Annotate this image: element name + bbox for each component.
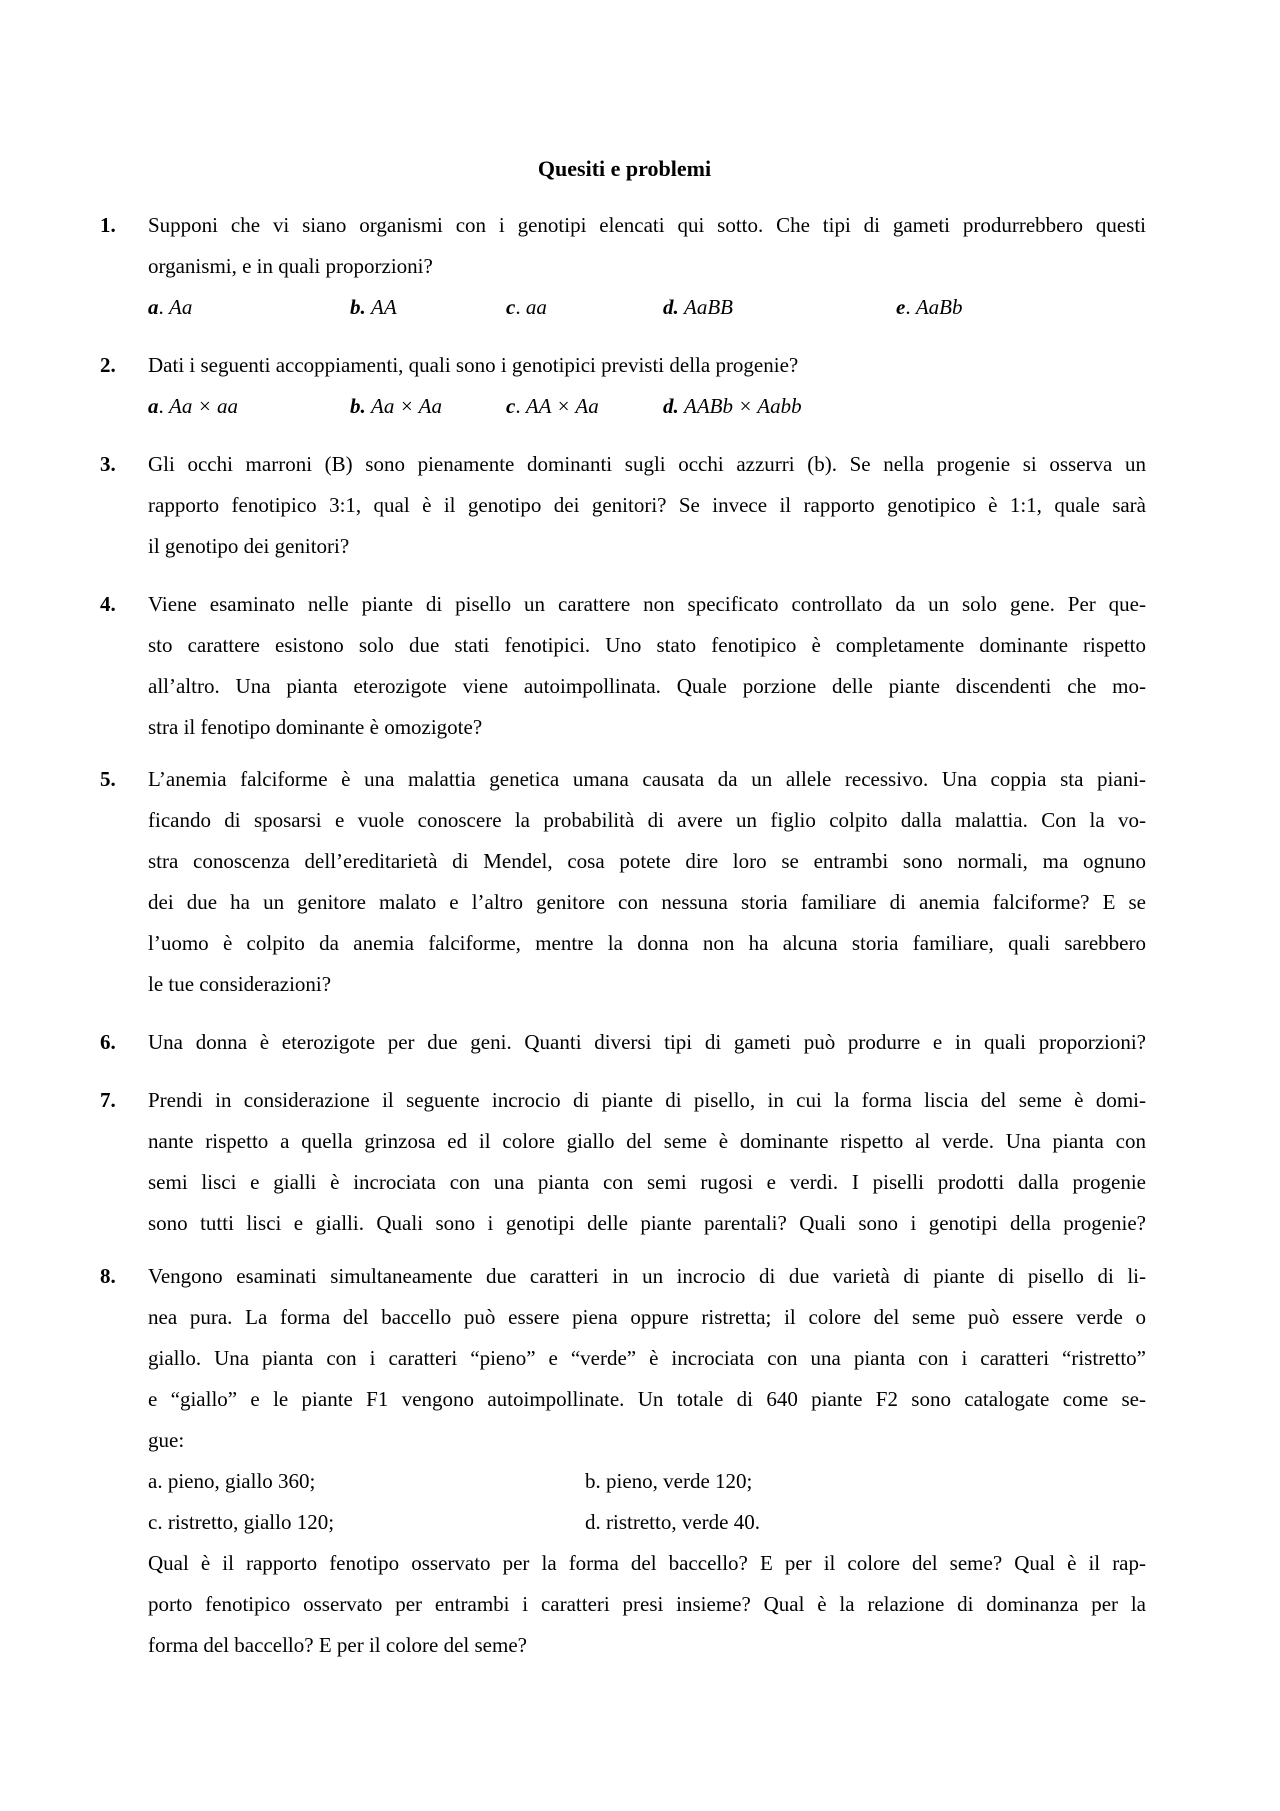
question-number: 1. [100,213,116,237]
text-line: giallo. Una pianta con i caratteri “pieno” e “verde” è incrociata con una pianta con i caratteri “ristretto” [148,1346,1146,1370]
options-row [148,287,1146,328]
text-line: organismi, e in quali proporzioni? [148,254,433,278]
question-text [148,759,1146,1005]
text-line: gue: [148,1428,185,1452]
text-line: rapporto fenotipico 3:1, qual è il genotipo dei genitori? Se invece il rapporto genotipico è 1:1, quale sarà [148,493,1146,517]
options-row [148,386,1146,427]
option-b: b. AA [350,295,397,319]
question-number: 2. [100,353,116,377]
question-text [148,1080,1146,1244]
question-number: 7. [100,1088,116,1112]
text-line: semi lisci e gialli è incrociata con una pianta con semi rugosi e verdi. I piselli prodotti dalla progenie [148,1170,1146,1194]
question-text [148,345,1146,427]
text-line: Una donna è eterozigote per due geni. Quanti diversi tipi di gameti può produrre e in quali proporzioni? [148,1030,1146,1054]
question-number: 8. [100,1264,116,1288]
result-c: c. ristretto, giallo 120; [148,1510,335,1534]
question-text [148,205,1146,328]
question-text [148,444,1146,567]
question-number: 4. [100,592,116,616]
text-line: nante rispetto a quella grinzosa ed il colore giallo del seme è dominante rispetto al verde. Una pianta con [148,1129,1146,1153]
text-line: Gli occhi marroni (B) sono pienamente dominanti sugli occhi azzurri (b). Se nella progenie si osserva un [148,452,1146,476]
option-e: e. AaBb [896,295,963,319]
text-line: porto fenotipico osservato per entrambi i caratteri presi insieme? Qual è la relazione di dominanza per la [148,1592,1146,1616]
results-row [148,1502,1146,1543]
text-line: sono tutti lisci e gialli. Quali sono i genotipi delle piante parentali? Quali sono i genotipi della progenie? [148,1211,1146,1235]
result-b: b. pieno, verde 120; [585,1469,753,1493]
option-c: c. aa [506,295,547,319]
question-number: 3. [100,452,116,476]
text-line: nea pura. La forma del baccello può essere piena oppure ristretta; il colore del seme può essere verde o [148,1305,1146,1329]
option-c: c. AA × Aa [506,394,599,418]
text-line: Qual è il rapporto fenotipo osservato per la forma del baccello? E per il colore del seme? Qual è il rap- [148,1551,1146,1575]
text-line: dei due ha un genitore malato e l’altro genitore con nessuna storia familiare di anemia falciforme? E se [148,890,1146,914]
question-number: 6. [100,1030,116,1054]
option-d: d. AABb × Aabb [663,394,802,418]
question-text [148,584,1146,748]
text-line: Prendi in considerazione il seguente incrocio di piante di pisello, in cui la forma liscia del seme è domi- [148,1088,1146,1112]
results-row [148,1461,1146,1502]
text-line: stra conoscenza dell’ereditarietà di Mendel, cosa potete dire loro se entrambi sono normali, ma ognuno [148,849,1146,873]
option-a: a. Aa [148,295,193,319]
result-a: a. pieno, giallo 360; [148,1469,316,1493]
question-number: 5. [100,767,116,791]
question-text [148,1022,1146,1063]
text-line: forma del baccello? E per il colore del seme? [148,1633,527,1657]
text-line: Vengono esaminati simultaneamente due caratteri in un incrocio di due varietà di piante di pisello di li- [148,1264,1146,1288]
text-line: l’uomo è colpito da anemia falciforme, mentre la donna non ha alcuna storia familiare, quali sarebbero [148,931,1146,955]
text-line: sto carattere esistono solo due stati fenotipici. Uno stato fenotipico è completamente dominante rispetto [148,633,1146,657]
option-b: b. Aa × Aa [350,394,442,418]
option-a: a. Aa × aa [148,394,238,418]
text-line: Supponi che vi siano organismi con i genotipi elencati qui sotto. Che tipi di gameti produrrebbero questi [148,213,1146,237]
text-line: all’altro. Una pianta eterozigote viene autoimpollinata. Quale porzione delle piante discendenti che mo- [148,674,1146,698]
text-line: Viene esaminato nelle piante di pisello un carattere non specificato controllato da un solo gene. Per que- [148,592,1146,616]
text-line: il genotipo dei genitori? [148,534,350,558]
text-line: e “giallo” e le piante F1 vengono autoimpollinate. Un totale di 640 piante F2 sono catalogate come se- [148,1387,1146,1411]
question-text [148,1256,1146,1666]
page-title: Quesiti e problemi [537,156,712,181]
text-line: Dati i seguenti accoppiamenti, quali sono i genotipici previsti della progenie? [148,353,799,377]
result-d: d. ristretto, verde 40. [585,1510,760,1534]
text-line: le tue considerazioni? [148,972,332,996]
text-line: L’anemia falciforme è una malattia genetica umana causata da un allele recessivo. Una coppia sta piani- [148,767,1146,791]
option-d: d. AaBB [663,295,733,319]
text-line: ficando di sposarsi e vuole conoscere la probabilità di avere un figlio colpito dalla malattia. Con la vo- [148,808,1146,832]
text-line: stra il fenotipo dominante è omozigote? [148,715,483,739]
